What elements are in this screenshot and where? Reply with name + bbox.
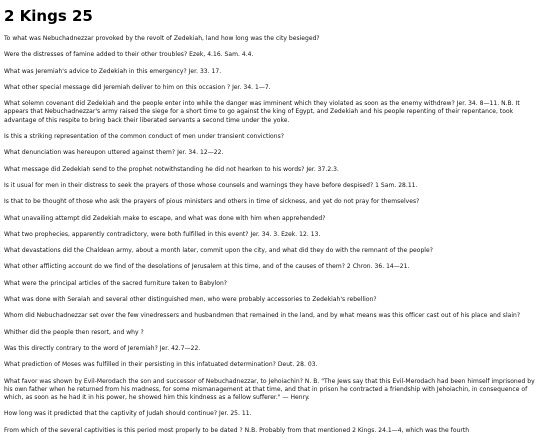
question-paragraph: Was this directly contrary to the word of Jeremiah? Jer. 42.7—22. bbox=[4, 344, 201, 352]
question-paragraph: What unavailing attempt did Zedekiah make to escape, and what was done with him when apprehended? bbox=[4, 214, 326, 222]
question-paragraph: Were the distresses of famine added to their other troubles? Ezek, 4.16. Sam. 4.4. bbox=[4, 51, 254, 59]
question-paragraph: What was Jeremiah's advice to Zedekiah in this emergency? Jer. 33. 17. bbox=[4, 67, 222, 75]
question-paragraph: How long was it predicted that the captivity of Judah should continue? Jer. 25. 11. bbox=[4, 410, 252, 418]
question-paragraph: What favor was shown by Evil-Merodach the son and successor of Nebuchadnezzar, to Jehoiachin? N. B. "The Jews say that this Evil-Merodach had been himself imprisoned by his own father when he returned from his madness, for some mismanagement at that time, and that in prison he contracted a friendship with Jehoiachin, in consequence of which, as soon as he had it in his power, he showed him this kindness as a fellow sufferer." — Henry. bbox=[4, 377, 535, 402]
question-paragraph: What was done with Seraiah and several other distinguished men, who were probably accessories to Zedekiah's rebellion? bbox=[4, 296, 377, 304]
question-paragraph: What denunciation was hereupon uttered against them? Jer. 34. 12—22. bbox=[4, 149, 224, 157]
question-paragraph: Is it usual for men in their distress to seek the prayers of those whose counsels and warnings they have before despised? 1 Sam. 28.11. bbox=[4, 181, 418, 189]
question-paragraph: Is that to be thought of those who ask the prayers of pious ministers and others in time of sickness, and yet do not pray for themselves? bbox=[4, 198, 420, 206]
question-paragraph: What solemn covenant did Zedekiah and the people enter into while the danger was imminent which they violated as soon as the enemy withdrew? Jer. 34. 8—11. N.B. It appears that Nebuchadnezzar's army raised the siege for a short time to go against the king of Egypt, and Zedekiah and his people repenting of their repentance, took advantage of this respite to bring back their liberated servants a second time under the yoke. bbox=[4, 100, 520, 124]
question-paragraph: From which of the several captivities is this period most properly to be dated ? N.B. Probably from that mentioned 2 Kings. 24.1—4, which was the fourth bbox=[4, 426, 470, 434]
question-paragraph: Whither did the people then resort, and why ? bbox=[4, 328, 144, 336]
question-paragraph: Is this a striking representation of the common conduct of men under transient convictions? bbox=[4, 133, 284, 141]
question-paragraph: What other afflicting account do we find of the desolations of Jerusalem at this time, and of the causes of them? 2 Chron. 36. 14—21. bbox=[4, 263, 410, 271]
question-paragraph: Whom did Nebuchadnezzar set over the few vinedressers and husbandmen that remained in the land, and by what means was this officer cast out of his place and slain? bbox=[4, 312, 521, 320]
question-list bbox=[4, 35, 536, 435]
question-paragraph: To what was Nebuchadnezzar provoked by the revolt of Zedekiah, land how long was the city besieged? bbox=[4, 35, 320, 42]
question-paragraph: What prediction of Moses was fulfilled in their persisting in this infatuated determination? Deut. 28. 03. bbox=[4, 361, 318, 369]
question-paragraph: What devastations did the Chaldean army, about a month later, commit upon the city, and what did they do with the remnant of the people? bbox=[4, 247, 433, 255]
page-title: 2 Kings 25 bbox=[4, 7, 93, 25]
question-paragraph: What were the principal articles of the sacred furniture taken to Babylon? bbox=[4, 279, 228, 287]
question-paragraph: What other special message did Jeremiah deliver to him on this occasion ? Jer. 34. 1—7. bbox=[4, 83, 271, 91]
question-paragraph: What two prophecies, apparently contradictory, were both fulfilled in this event? Jer. 34. 3. Ezek. 12. 13. bbox=[4, 230, 321, 238]
question-paragraph: What message did Zedekiah send to the prophet notwithstanding he did not hearken to his words? Jer. 37.2.3. bbox=[4, 165, 339, 173]
